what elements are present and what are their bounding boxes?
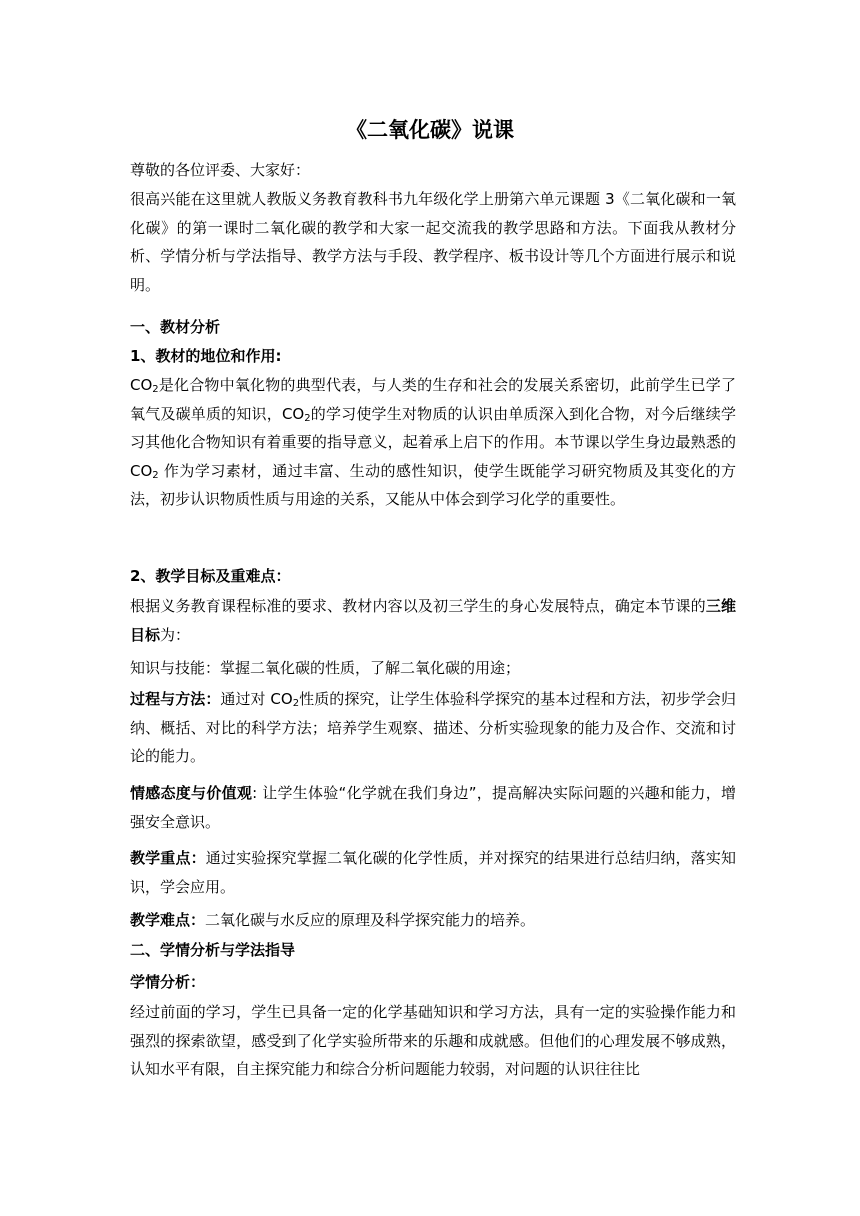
intro-paragraph: 很高兴能在这里就人教版义务教育教科书九年级化学上册第六单元课题 3《二氧化碳和一氧化碳》的第一课时二氧化碳的教学和大家一起交流我的教学思路和方法。下面我从教材分析、学情分析与学法指导、教学方法与手段、教学程序、板书设计等几个方面进行展示和说明。 [130, 190, 736, 294]
section-heading-1: 一、教材分析 [130, 318, 221, 336]
paragraph-key-point: 教学重点：通过实验探究掌握二氧化碳的化学性质，并对探究的结果进行总结归纳，落实知识，学会应用。 [130, 849, 736, 896]
greeting: 尊敬的各位评委、大家好： [130, 161, 311, 179]
subheading-students: 学情分析： [130, 973, 206, 991]
paragraph-difficulty: 教学难点：二氧化碳与水反应的原理及科学探究能力的培养。 [130, 911, 536, 929]
subheading-goals: 2、教学目标及重难点： [130, 567, 291, 585]
paragraph-students: 经过前面的学习，学生已具备一定的化学基础知识和学习方法，具有一定的实验操作能力和强烈的探索欲望，感受到了化学实验所带来的乐趣和成就感。但他们的心理发展不够成熟，认知水平有限，自主探究能力和综合分析问题能力较弱，对问题的认识往往比 [130, 1003, 736, 1079]
document-title: 《二氧化碳》说课 [346, 118, 514, 142]
paragraph-role: $CO_2$是化合物中氧化物的典型代表，与人类的生存和社会的发展关系密切，此前学生已学了氧气及碳单质的知识，$CO_2$的学习使学生对物质的认识由单质深入到化合物，对今后继续学习其他化合物知识有着重要的指导意义，起着承上启下的作用。本节课以学生身边最熟悉的 $CO_2$ 作为学习素材，通过丰富、生动的感性知识，使学生既能学习研究物质及其变化的方法，初步认识物质性质与用途的关系，又能从中体会到学习化学的重要性。 [130, 376, 736, 509]
subheading-role: 1、教材的地位和作用: [130, 347, 282, 365]
paragraph-knowledge: 知识与技能：掌握二氧化碳的性质，了解二氧化碳的用途； [130, 659, 521, 677]
paragraph-emotion: 情感态度与价值观: 让学生体验“化学就在我们身边”，提高解决实际问题的兴趣和能力，增强安全意识。 [130, 784, 736, 831]
section-heading-2: 二、学情分析与学法指导 [130, 941, 296, 959]
paragraph-process: 过程与方法：通过对 $CO_2$性质的探究，让学生体验科学探究的基本过程和方法，初步学会归纳、概括、对比的科学方法；培养学生观察、描述、分析实验现象的能力及合作、交流和讨论的能力。 [130, 690, 736, 766]
paragraph-goals: 根据义务教育课程标准的要求、教材内容以及初三学生的身心发展特点，确定本节课的三维目标为： [130, 597, 736, 644]
